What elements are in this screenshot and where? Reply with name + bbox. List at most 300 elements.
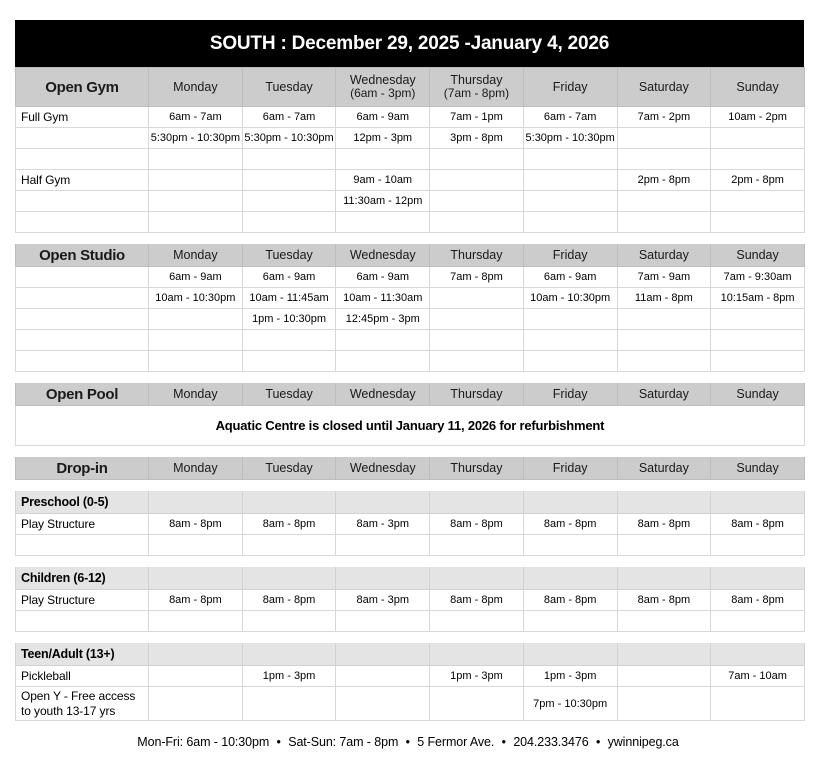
spacer-cell: [16, 632, 149, 643]
spacer-cell: [149, 556, 243, 567]
spacer-cell: [711, 480, 805, 491]
spacer-cell: [149, 233, 243, 244]
day-header-wednesday: [336, 68, 430, 107]
schedule-cell: [430, 170, 524, 191]
schedule-cell: [617, 687, 711, 721]
schedule-cell: 10:15am - 8pm: [711, 288, 805, 309]
schedule-cell: [430, 191, 524, 212]
day-name-label: Friday: [552, 461, 588, 475]
day-name-label: Thursday: [450, 461, 503, 475]
activity-label: [16, 212, 149, 233]
day-header-friday: [523, 383, 617, 406]
schedule-cell: [617, 330, 711, 351]
schedule-cell: 6am - 7am: [523, 107, 617, 128]
schedule-cell: [617, 351, 711, 372]
footer-item: Sat-Sun: 7am - 8pm: [288, 735, 399, 749]
category-spacer-cell: [523, 491, 617, 514]
day-header-monday: [149, 68, 243, 107]
schedule-cell: [523, 212, 617, 233]
spacer-cell: [242, 632, 336, 643]
row-spacer: [16, 372, 805, 383]
row-spacer: [16, 480, 805, 491]
schedule-cell: [523, 149, 617, 170]
spacer-cell: [523, 446, 617, 457]
table-row: [16, 666, 805, 687]
schedule-cell: 8am - 8pm: [242, 590, 336, 611]
day-header-tuesday: [242, 457, 336, 480]
spacer-cell: [523, 372, 617, 383]
day-name-label: Tuesday: [265, 80, 313, 94]
day-header-saturday: [617, 383, 711, 406]
schedule-cell: 2pm - 8pm: [711, 170, 805, 191]
schedule-cell: 6am - 9am: [242, 267, 336, 288]
spacer-cell: [336, 233, 430, 244]
day-name-label: Tuesday: [265, 387, 313, 401]
footer-item: 5 Fermor Ave.: [417, 735, 495, 749]
schedule-cell: 12pm - 3pm: [336, 128, 430, 149]
category-spacer-cell: [430, 643, 524, 666]
category-spacer-cell: [711, 567, 805, 590]
spacer-cell: [523, 556, 617, 567]
category-spacer-cell: [617, 567, 711, 590]
schedule-cell: [149, 687, 243, 721]
schedule-cell: 6am - 9am: [336, 267, 430, 288]
pool-closure-notice: Aquatic Centre is closed until January 11, 2026 for refurbishment: [16, 406, 805, 446]
schedule-cell: [617, 191, 711, 212]
schedule-cell: 8am - 8pm: [430, 590, 524, 611]
table-row: [16, 128, 805, 149]
activity-label: [16, 191, 149, 212]
spacer-cell: [430, 480, 524, 491]
spacer-cell: [617, 372, 711, 383]
schedule-cell: 7am - 9:30am: [711, 267, 805, 288]
schedule-cell: [336, 212, 430, 233]
spacer-cell: [16, 372, 149, 383]
day-header-monday: [149, 244, 243, 267]
spacer-cell: [242, 446, 336, 457]
schedule-cell: 7am - 9am: [617, 267, 711, 288]
table-row: [16, 687, 805, 721]
schedule-cell: 7am - 1pm: [430, 107, 524, 128]
schedule-cell: [711, 330, 805, 351]
schedule-cell: [336, 351, 430, 372]
activity-label: [16, 611, 149, 632]
schedule-cell: 8am - 8pm: [149, 514, 243, 535]
schedule-cell: [711, 149, 805, 170]
day-name-label: Wednesday: [349, 461, 416, 475]
schedule-cell: 1pm - 3pm: [523, 666, 617, 687]
category-title: Children (6-12): [16, 567, 149, 590]
activity-label: [16, 535, 149, 556]
schedule-table: [15, 67, 805, 721]
spacer-cell: [617, 233, 711, 244]
schedule-cell: [242, 611, 336, 632]
schedule-cell: 8am - 8pm: [711, 590, 805, 611]
spacer-cell: [711, 632, 805, 643]
spacer-cell: [711, 446, 805, 457]
footer-item: Mon-Fri: 6am - 10:30pm: [137, 735, 270, 749]
table-row: [16, 267, 805, 288]
schedule-cell: 6am - 9am: [336, 107, 430, 128]
activity-label: Half Gym: [16, 170, 149, 191]
category-spacer-cell: [523, 643, 617, 666]
day-header-sunday: [711, 383, 805, 406]
schedule-cell: 1pm - 3pm: [242, 666, 336, 687]
day-header-thursday: [430, 244, 524, 267]
category-spacer-cell: [523, 567, 617, 590]
activity-label: [16, 128, 149, 149]
schedule-cell: [149, 212, 243, 233]
day-hours-label: (6am - 3pm): [350, 86, 416, 101]
schedule-cell: 6am - 9am: [149, 267, 243, 288]
day-header-tuesday: [242, 383, 336, 406]
day-name-label: Monday: [173, 461, 218, 475]
schedule-cell: [617, 212, 711, 233]
spacer-cell: [149, 480, 243, 491]
table-row: [16, 406, 805, 446]
activity-label: Play Structure: [16, 590, 149, 611]
spacer-cell: [430, 372, 524, 383]
footer-separator: •: [592, 735, 604, 749]
schedule-cell: [242, 351, 336, 372]
category-spacer-cell: [242, 643, 336, 666]
schedule-cell: [242, 170, 336, 191]
day-name-label: Wednesday: [349, 387, 416, 401]
schedule-cell: [149, 309, 243, 330]
section-title-open-studio: Open Studio: [16, 244, 149, 267]
day-name-label: Friday: [552, 387, 588, 401]
title-bar: [15, 20, 804, 67]
schedule-cell: [149, 535, 243, 556]
schedule-cell: 8am - 8pm: [242, 514, 336, 535]
schedule-cell: 8am - 8pm: [149, 590, 243, 611]
day-name-label: Sunday: [736, 387, 779, 401]
spacer-cell: [242, 556, 336, 567]
day-header-tuesday: [242, 68, 336, 107]
day-header-saturday: [617, 68, 711, 107]
category-spacer-cell: [711, 491, 805, 514]
category-spacer-cell: [149, 567, 243, 590]
schedule-cell: 8am - 3pm: [336, 514, 430, 535]
section-header-open-pool: [16, 383, 805, 406]
day-name-label: Monday: [173, 248, 218, 262]
schedule-cell: [336, 687, 430, 721]
spacer-cell: [430, 632, 524, 643]
table-row: [16, 170, 805, 191]
schedule-cell: [711, 351, 805, 372]
category-spacer-cell: [617, 491, 711, 514]
schedule-cell: [711, 611, 805, 632]
day-header-sunday: [711, 457, 805, 480]
category-spacer-cell: [336, 643, 430, 666]
category-header: [16, 643, 805, 666]
footer-contact: [0, 735, 816, 749]
schedule-cell: [149, 191, 243, 212]
section-header-drop-in: [16, 457, 805, 480]
schedule-cell: 6am - 9am: [523, 267, 617, 288]
schedule-cell: 7pm - 10:30pm: [523, 687, 617, 721]
day-header-tuesday: [242, 244, 336, 267]
day-name-label: Sunday: [736, 248, 779, 262]
schedule-cell: [430, 149, 524, 170]
spacer-cell: [16, 446, 149, 457]
day-header-friday: [523, 244, 617, 267]
spacer-cell: [336, 632, 430, 643]
page-title: SOUTH : December 29, 2025 -January 4, 2026: [209, 32, 610, 54]
schedule-cell: 11:30am - 12pm: [336, 191, 430, 212]
row-spacer: [16, 632, 805, 643]
schedule-cell: [242, 330, 336, 351]
schedule-cell: [149, 351, 243, 372]
day-name-label: Friday: [552, 80, 588, 94]
day-header-wednesday: [336, 457, 430, 480]
schedule-cell: 7am - 10am: [711, 666, 805, 687]
schedule-cell: 7am - 8pm: [430, 267, 524, 288]
day-name-label: Saturday: [638, 80, 689, 94]
schedule-cell: [242, 149, 336, 170]
table-row: [16, 590, 805, 611]
spacer-cell: [242, 233, 336, 244]
schedule-cell: [711, 128, 805, 149]
section-title-open-gym: Open Gym: [16, 68, 149, 107]
schedule-cell: [711, 191, 805, 212]
schedule-cell: [430, 212, 524, 233]
schedule-cell: [523, 330, 617, 351]
schedule-cell: [336, 330, 430, 351]
activity-label: Full Gym: [16, 107, 149, 128]
schedule-cell: [523, 351, 617, 372]
day-header-sunday: [711, 68, 805, 107]
schedule-cell: [149, 170, 243, 191]
schedule-cell: 8am - 8pm: [711, 514, 805, 535]
schedule-cell: 12:45pm - 3pm: [336, 309, 430, 330]
schedule-cell: 11am - 8pm: [617, 288, 711, 309]
row-spacer: [16, 446, 805, 457]
schedule-cell: [430, 309, 524, 330]
day-name-label: Thursday: [450, 248, 503, 262]
day-name-label: Wednesday: [349, 73, 416, 88]
schedule-cell: [149, 611, 243, 632]
category-spacer-cell: [617, 643, 711, 666]
schedule-cell: [430, 288, 524, 309]
schedule-cell: [523, 170, 617, 191]
spacer-cell: [617, 446, 711, 457]
schedule-cell: [523, 611, 617, 632]
schedule-cell: 10am - 11:30am: [336, 288, 430, 309]
day-name-label: Saturday: [638, 248, 689, 262]
schedule-cell: [617, 149, 711, 170]
schedule-cell: 6am - 7am: [149, 107, 243, 128]
schedule-cell: [336, 535, 430, 556]
spacer-cell: [336, 556, 430, 567]
day-name-label: Sunday: [736, 461, 779, 475]
schedule-cell: [430, 687, 524, 721]
spacer-cell: [16, 480, 149, 491]
section-header-open-gym: [16, 68, 805, 107]
category-spacer-cell: [711, 643, 805, 666]
schedule-cell: [523, 535, 617, 556]
spacer-cell: [711, 556, 805, 567]
category-spacer-cell: [336, 567, 430, 590]
spacer-cell: [711, 372, 805, 383]
day-header-thursday: [430, 383, 524, 406]
day-name-label: Saturday: [638, 461, 689, 475]
day-header-friday: [523, 457, 617, 480]
category-title: Preschool (0-5): [16, 491, 149, 514]
schedule-cell: 2pm - 8pm: [617, 170, 711, 191]
table-row: [16, 149, 805, 170]
footer-separator: •: [498, 735, 510, 749]
schedule-cell: 10am - 11:45am: [242, 288, 336, 309]
category-spacer-cell: [149, 643, 243, 666]
category-spacer-cell: [242, 567, 336, 590]
schedule-cell: 8am - 8pm: [430, 514, 524, 535]
schedule-cell: [242, 191, 336, 212]
schedule-cell: 9am - 10am: [336, 170, 430, 191]
category-spacer-cell: [430, 491, 524, 514]
table-row: [16, 514, 805, 535]
schedule-cell: [711, 309, 805, 330]
schedule-cell: 5:30pm - 10:30pm: [149, 128, 243, 149]
schedule-cell: 6am - 7am: [242, 107, 336, 128]
schedule-cell: 1pm - 10:30pm: [242, 309, 336, 330]
schedule-cell: [149, 330, 243, 351]
category-spacer-cell: [242, 491, 336, 514]
activity-label: [16, 288, 149, 309]
spacer-cell: [16, 233, 149, 244]
schedule-cell: [711, 687, 805, 721]
day-header-wednesday: [336, 383, 430, 406]
spacer-cell: [617, 632, 711, 643]
activity-label: Play Structure: [16, 514, 149, 535]
footer-separator: •: [273, 735, 285, 749]
spacer-cell: [430, 233, 524, 244]
schedule-cell: 8am - 8pm: [523, 590, 617, 611]
activity-label: Open Y - Free access to youth 13-17 yrs: [16, 687, 149, 721]
schedule-cell: [242, 687, 336, 721]
day-header-thursday: [430, 68, 524, 107]
table-row: [16, 351, 805, 372]
schedule-cell: [430, 351, 524, 372]
schedule-cell: [430, 330, 524, 351]
schedule-cell: [336, 666, 430, 687]
day-name-label: Thursday: [450, 387, 503, 401]
spacer-cell: [711, 233, 805, 244]
day-name-label: Friday: [552, 248, 588, 262]
day-name-label: Wednesday: [349, 248, 416, 262]
schedule-cell: [149, 666, 243, 687]
day-name-label: Tuesday: [265, 461, 313, 475]
spacer-cell: [523, 233, 617, 244]
day-name-label: Monday: [173, 387, 218, 401]
table-row: [16, 330, 805, 351]
spacer-cell: [242, 480, 336, 491]
schedule-cell: 10am - 2pm: [711, 107, 805, 128]
category-title: Teen/Adult (13+): [16, 643, 149, 666]
spacer-cell: [617, 480, 711, 491]
schedule-cell: 10am - 10:30pm: [523, 288, 617, 309]
table-row: [16, 288, 805, 309]
category-spacer-cell: [430, 567, 524, 590]
spacer-cell: [336, 446, 430, 457]
row-spacer: [16, 233, 805, 244]
schedule-cell: [711, 212, 805, 233]
day-header-monday: [149, 383, 243, 406]
schedule-cell: [430, 611, 524, 632]
schedule-cell: 8am - 8pm: [617, 590, 711, 611]
spacer-cell: [523, 632, 617, 643]
table-row: [16, 309, 805, 330]
day-header-saturday: [617, 244, 711, 267]
category-spacer-cell: [149, 491, 243, 514]
schedule-cell: 3pm - 8pm: [430, 128, 524, 149]
spacer-cell: [336, 480, 430, 491]
schedule-cell: [336, 611, 430, 632]
schedule-cell: [617, 666, 711, 687]
table-row: [16, 611, 805, 632]
spacer-cell: [149, 446, 243, 457]
table-row: [16, 191, 805, 212]
schedule-cell: [617, 611, 711, 632]
day-header-wednesday: [336, 244, 430, 267]
spacer-cell: [430, 446, 524, 457]
section-title-drop-in: Drop-in: [16, 457, 149, 480]
day-header-sunday: [711, 244, 805, 267]
schedule-cell: [711, 535, 805, 556]
schedule-cell: [523, 309, 617, 330]
spacer-cell: [16, 556, 149, 567]
day-header-thursday: [430, 457, 524, 480]
spacer-cell: [523, 480, 617, 491]
schedule-cell: 8am - 8pm: [617, 514, 711, 535]
footer-item: ywinnipeg.ca: [607, 735, 679, 749]
day-name-label: Thursday: [450, 73, 503, 88]
schedule-cell: 5:30pm - 10:30pm: [523, 128, 617, 149]
schedule-cell: [336, 149, 430, 170]
table-row: [16, 212, 805, 233]
day-hours-label: (7am - 8pm): [443, 86, 510, 101]
spacer-cell: [617, 556, 711, 567]
spacer-cell: [149, 632, 243, 643]
day-header-monday: [149, 457, 243, 480]
spacer-cell: [242, 372, 336, 383]
schedule-cell: [149, 149, 243, 170]
schedule-cell: [617, 535, 711, 556]
schedule-cell: [523, 191, 617, 212]
schedule-cell: [242, 212, 336, 233]
spacer-cell: [149, 372, 243, 383]
activity-label: [16, 309, 149, 330]
activity-label: [16, 267, 149, 288]
category-header: [16, 491, 805, 514]
schedule-cell: 7am - 2pm: [617, 107, 711, 128]
schedule-cell: 10am - 10:30pm: [149, 288, 243, 309]
section-title-open-pool: Open Pool: [16, 383, 149, 406]
day-name-label: Sunday: [736, 80, 779, 94]
schedule-cell: 8am - 8pm: [523, 514, 617, 535]
schedule-cell: [617, 309, 711, 330]
activity-label: [16, 351, 149, 372]
row-spacer: [16, 556, 805, 567]
schedule-cell: 1pm - 3pm: [430, 666, 524, 687]
category-spacer-cell: [336, 491, 430, 514]
spacer-cell: [430, 556, 524, 567]
table-row: [16, 535, 805, 556]
schedule-cell: 8am - 3pm: [336, 590, 430, 611]
table-row: [16, 107, 805, 128]
activity-label: Pickleball: [16, 666, 149, 687]
category-header: [16, 567, 805, 590]
